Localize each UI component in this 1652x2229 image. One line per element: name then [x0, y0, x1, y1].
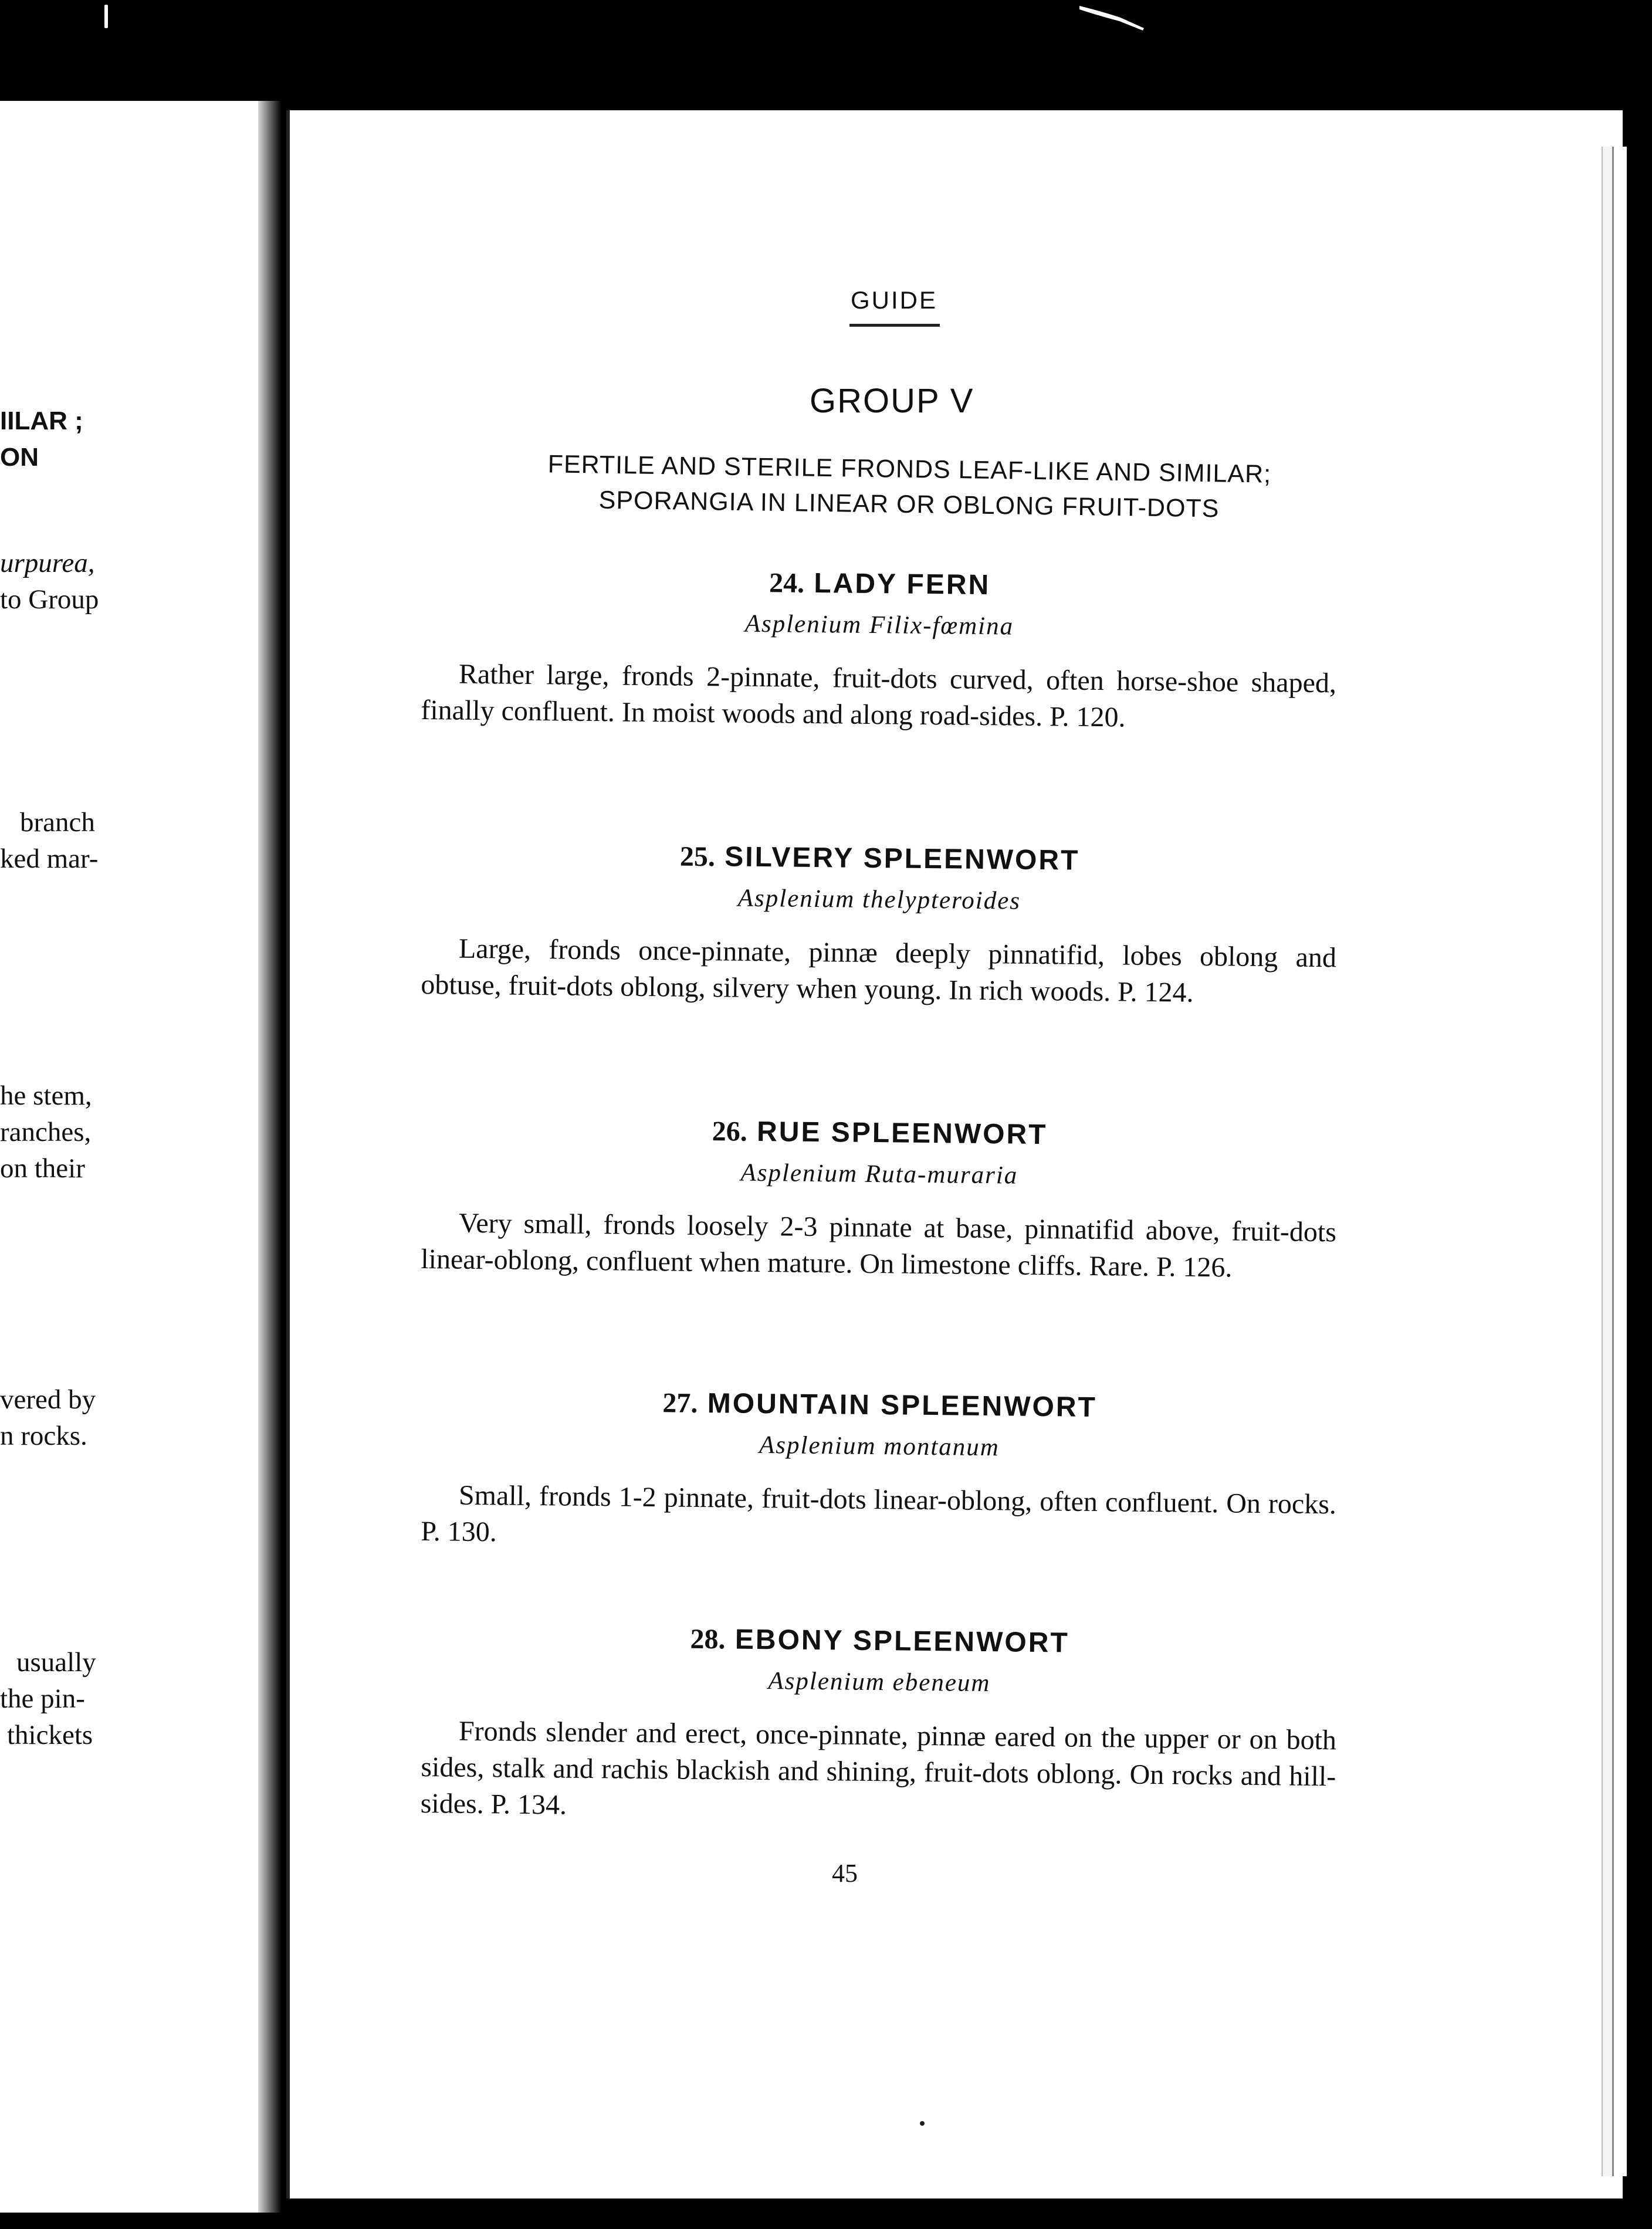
entry-number: 25.	[679, 841, 716, 873]
left-fragment: usually	[16, 1647, 96, 1678]
entry-description: Very small, fronds loosely 2-3 pinnate at base, pinnatifid above, fruit-dots linear-oblong, confluent when mature. On limestone cliffs. Rare. P. 126.	[421, 1207, 1337, 1283]
left-fragment: he stem,	[0, 1080, 92, 1111]
left-fragment: branch	[20, 807, 95, 838]
left-fragment: urpurea,	[0, 548, 95, 578]
left-fragment: IILAR ;	[0, 406, 83, 435]
page-edge-outer	[1612, 147, 1627, 2176]
entry-name: RUE SPLEENWORT	[756, 1116, 1048, 1151]
group-subtitle: FERTILE AND STERILE FRONDS LEAF-LIKE AND SIMILAR; SPORANGIA IN LINEAR OR OBLONG FRUIT-DOTS	[547, 450, 1272, 523]
entry-latin-name: Asplenium ebeneum	[768, 1667, 991, 1698]
left-fragment: on their	[0, 1153, 85, 1184]
page-edge-inner	[1602, 147, 1612, 2176]
entry-name: EBONY SPLEENWORT	[734, 1624, 1070, 1659]
left-fragment: ON	[0, 443, 39, 472]
entry-name: MOUNTAIN SPLEENWORT	[707, 1388, 1098, 1424]
page-number: 45	[832, 1859, 858, 1888]
left-fragment: ranches,	[0, 1117, 92, 1147]
fern-entry	[421, 1384, 1338, 1559]
entry-latin-name: Asplenium Ruta-muraria	[740, 1158, 1018, 1190]
scan-artifact-speck	[920, 2121, 925, 2126]
entry-name: SILVERY SPLEENWORT	[724, 841, 1080, 876]
entry-description: Large, fronds once-pinnate, pinnæ deeply pinnatifid, lobes oblong and obtuse, fruit-dots oblong, silvery when young. In rich woods. P. 124.	[421, 933, 1337, 1008]
book-gutter	[258, 101, 282, 2213]
entry-latin-name: Asplenium montanum	[759, 1431, 1000, 1462]
entry-description: Fronds slender and erect, once-pinnate, pinnæ eared on the upper or on both sides, stalk and rachis blackish and shining, fruit-dots oblong. On rocks and hill-sides. P. 134.	[420, 1715, 1337, 1821]
fern-entry	[420, 1620, 1338, 1831]
entry-number: 26.	[712, 1116, 748, 1147]
left-fragment: n rocks.	[0, 1421, 87, 1451]
fern-entry	[421, 838, 1338, 1012]
scan-artifact-speck	[104, 5, 108, 28]
left-fragment: ked mar-	[0, 844, 99, 874]
left-fragment: thickets	[7, 1720, 93, 1750]
left-fragment: vered by	[0, 1384, 96, 1415]
entry-description: Rather large, fronds 2-pinnate, fruit-dots curved, often horse-shoe shaped, finally confluent. In moist woods and along road-sides. P. 120.	[421, 658, 1337, 733]
entry-name: LADY FERN	[814, 567, 991, 601]
entry-latin-name: Asplenium thelypteroides	[737, 884, 1021, 915]
running-head: GUIDE	[851, 286, 938, 314]
running-head-rule	[849, 324, 940, 327]
left-fragment: to Group	[0, 584, 99, 615]
entry-number: 28.	[690, 1623, 726, 1655]
entry-number: 27.	[662, 1387, 698, 1419]
left-fragment: the pin-	[0, 1683, 85, 1714]
entry-number: 24.	[769, 567, 805, 599]
fern-entry	[421, 563, 1338, 738]
scan-artifact-mark	[1079, 0, 1150, 35]
entry-latin-name: Asplenium Filix-fœmina	[744, 609, 1014, 641]
group-title: GROUP V	[810, 382, 974, 420]
fern-entry	[421, 1112, 1338, 1287]
entry-description: Small, fronds 1-2 pinnate, fruit-dots linear-oblong, often confluent. On rocks. P. 130.	[421, 1479, 1337, 1548]
